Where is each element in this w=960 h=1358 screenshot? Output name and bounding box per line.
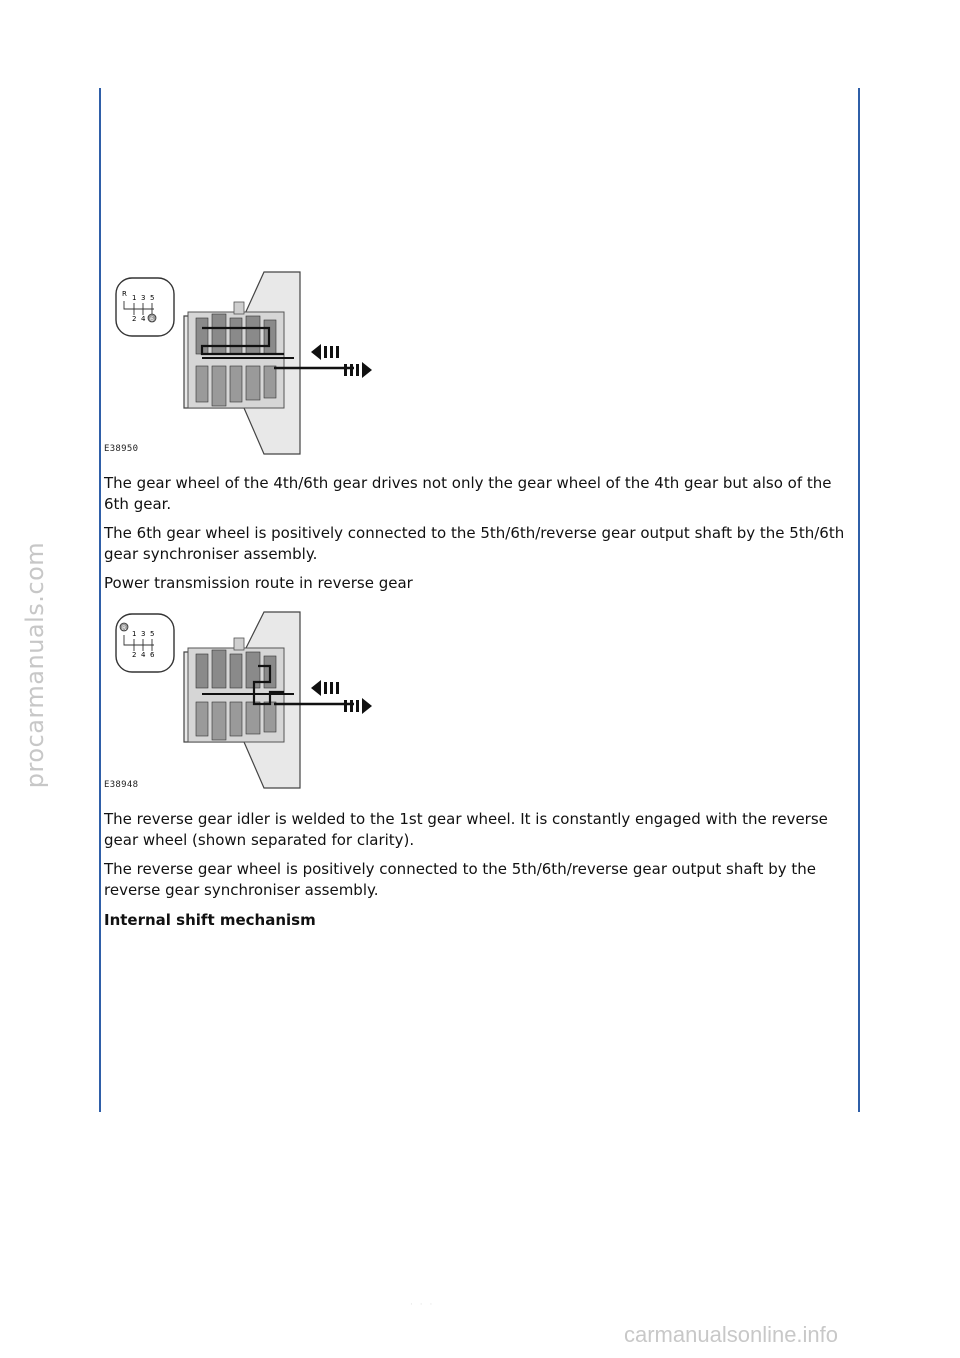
gear-label-3: 3 xyxy=(141,630,146,638)
paragraph-4th-6th-gear-drive: The gear wheel of the 4th/6th gear drives not only the gear wheel of the 4th gear but also of the 6th gear. xyxy=(104,474,832,513)
paragraph-reverse-gear-connection: The reverse gear wheel is positively connected to the 5th/6th/reverse gear output shaft by the reverse gear synchroniser assembly. xyxy=(104,860,816,899)
gear-label-3: 3 xyxy=(141,294,146,302)
output-direction-arrow xyxy=(344,362,372,378)
gear-label-4: 4 xyxy=(141,315,146,323)
gear-label-2: 2 xyxy=(132,651,137,659)
gear-label-1: 1 xyxy=(132,294,137,302)
gear-label-5: 5 xyxy=(150,294,155,302)
paragraph-6th-gear-connection: The 6th gear wheel is positively connected to the 5th/6th/reverse gear output shaft by the 5th/6th gear synchroniser assembly. xyxy=(104,524,845,563)
gearbox-housing xyxy=(184,272,300,454)
gearbox-cross-section-illustration xyxy=(104,608,384,794)
faint-page-number: · · · xyxy=(410,1300,435,1310)
section-heading: Internal shift mechanism xyxy=(104,911,316,929)
left-frame-line xyxy=(99,88,101,1112)
output-direction-arrow xyxy=(344,698,372,714)
gearbox-figure-reverse-gear xyxy=(104,608,384,794)
gear-label-6: 6 xyxy=(150,316,154,323)
reverse-position-label: R xyxy=(122,290,127,298)
shift-pattern-knob xyxy=(116,278,174,336)
gear-stack-upper xyxy=(196,314,276,354)
paragraph-reverse-idler: The reverse gear idler is welded to the 1st gear wheel. It is constantly engaged with the reverse gear wheel (shown separated for clarity). xyxy=(104,810,828,849)
footer-watermark: carmanualsonline.info xyxy=(624,1322,839,1347)
gearbox-housing xyxy=(184,612,300,788)
paragraph-reverse-route-caption: Power transmission route in reverse gear xyxy=(104,574,413,592)
figure-reference-label: E38948 xyxy=(104,780,139,790)
gear-label-1: 1 xyxy=(132,630,137,638)
reverse-position-label: R xyxy=(122,625,127,632)
gear-label-2: 2 xyxy=(132,315,137,323)
gear-label-6: 6 xyxy=(150,651,155,659)
side-watermark: procarmanuals.com xyxy=(21,541,49,789)
figure-reference-label: E38950 xyxy=(104,444,139,454)
gear-label-5: 5 xyxy=(150,630,155,638)
right-frame-line xyxy=(858,88,860,1112)
gearbox-figure-6th-gear xyxy=(104,268,384,458)
input-direction-arrow xyxy=(311,680,339,696)
input-direction-arrow xyxy=(311,344,339,360)
gear-label-4: 4 xyxy=(141,651,146,659)
gearbox-cross-section-illustration xyxy=(104,268,384,458)
shift-pattern-knob xyxy=(116,614,174,672)
